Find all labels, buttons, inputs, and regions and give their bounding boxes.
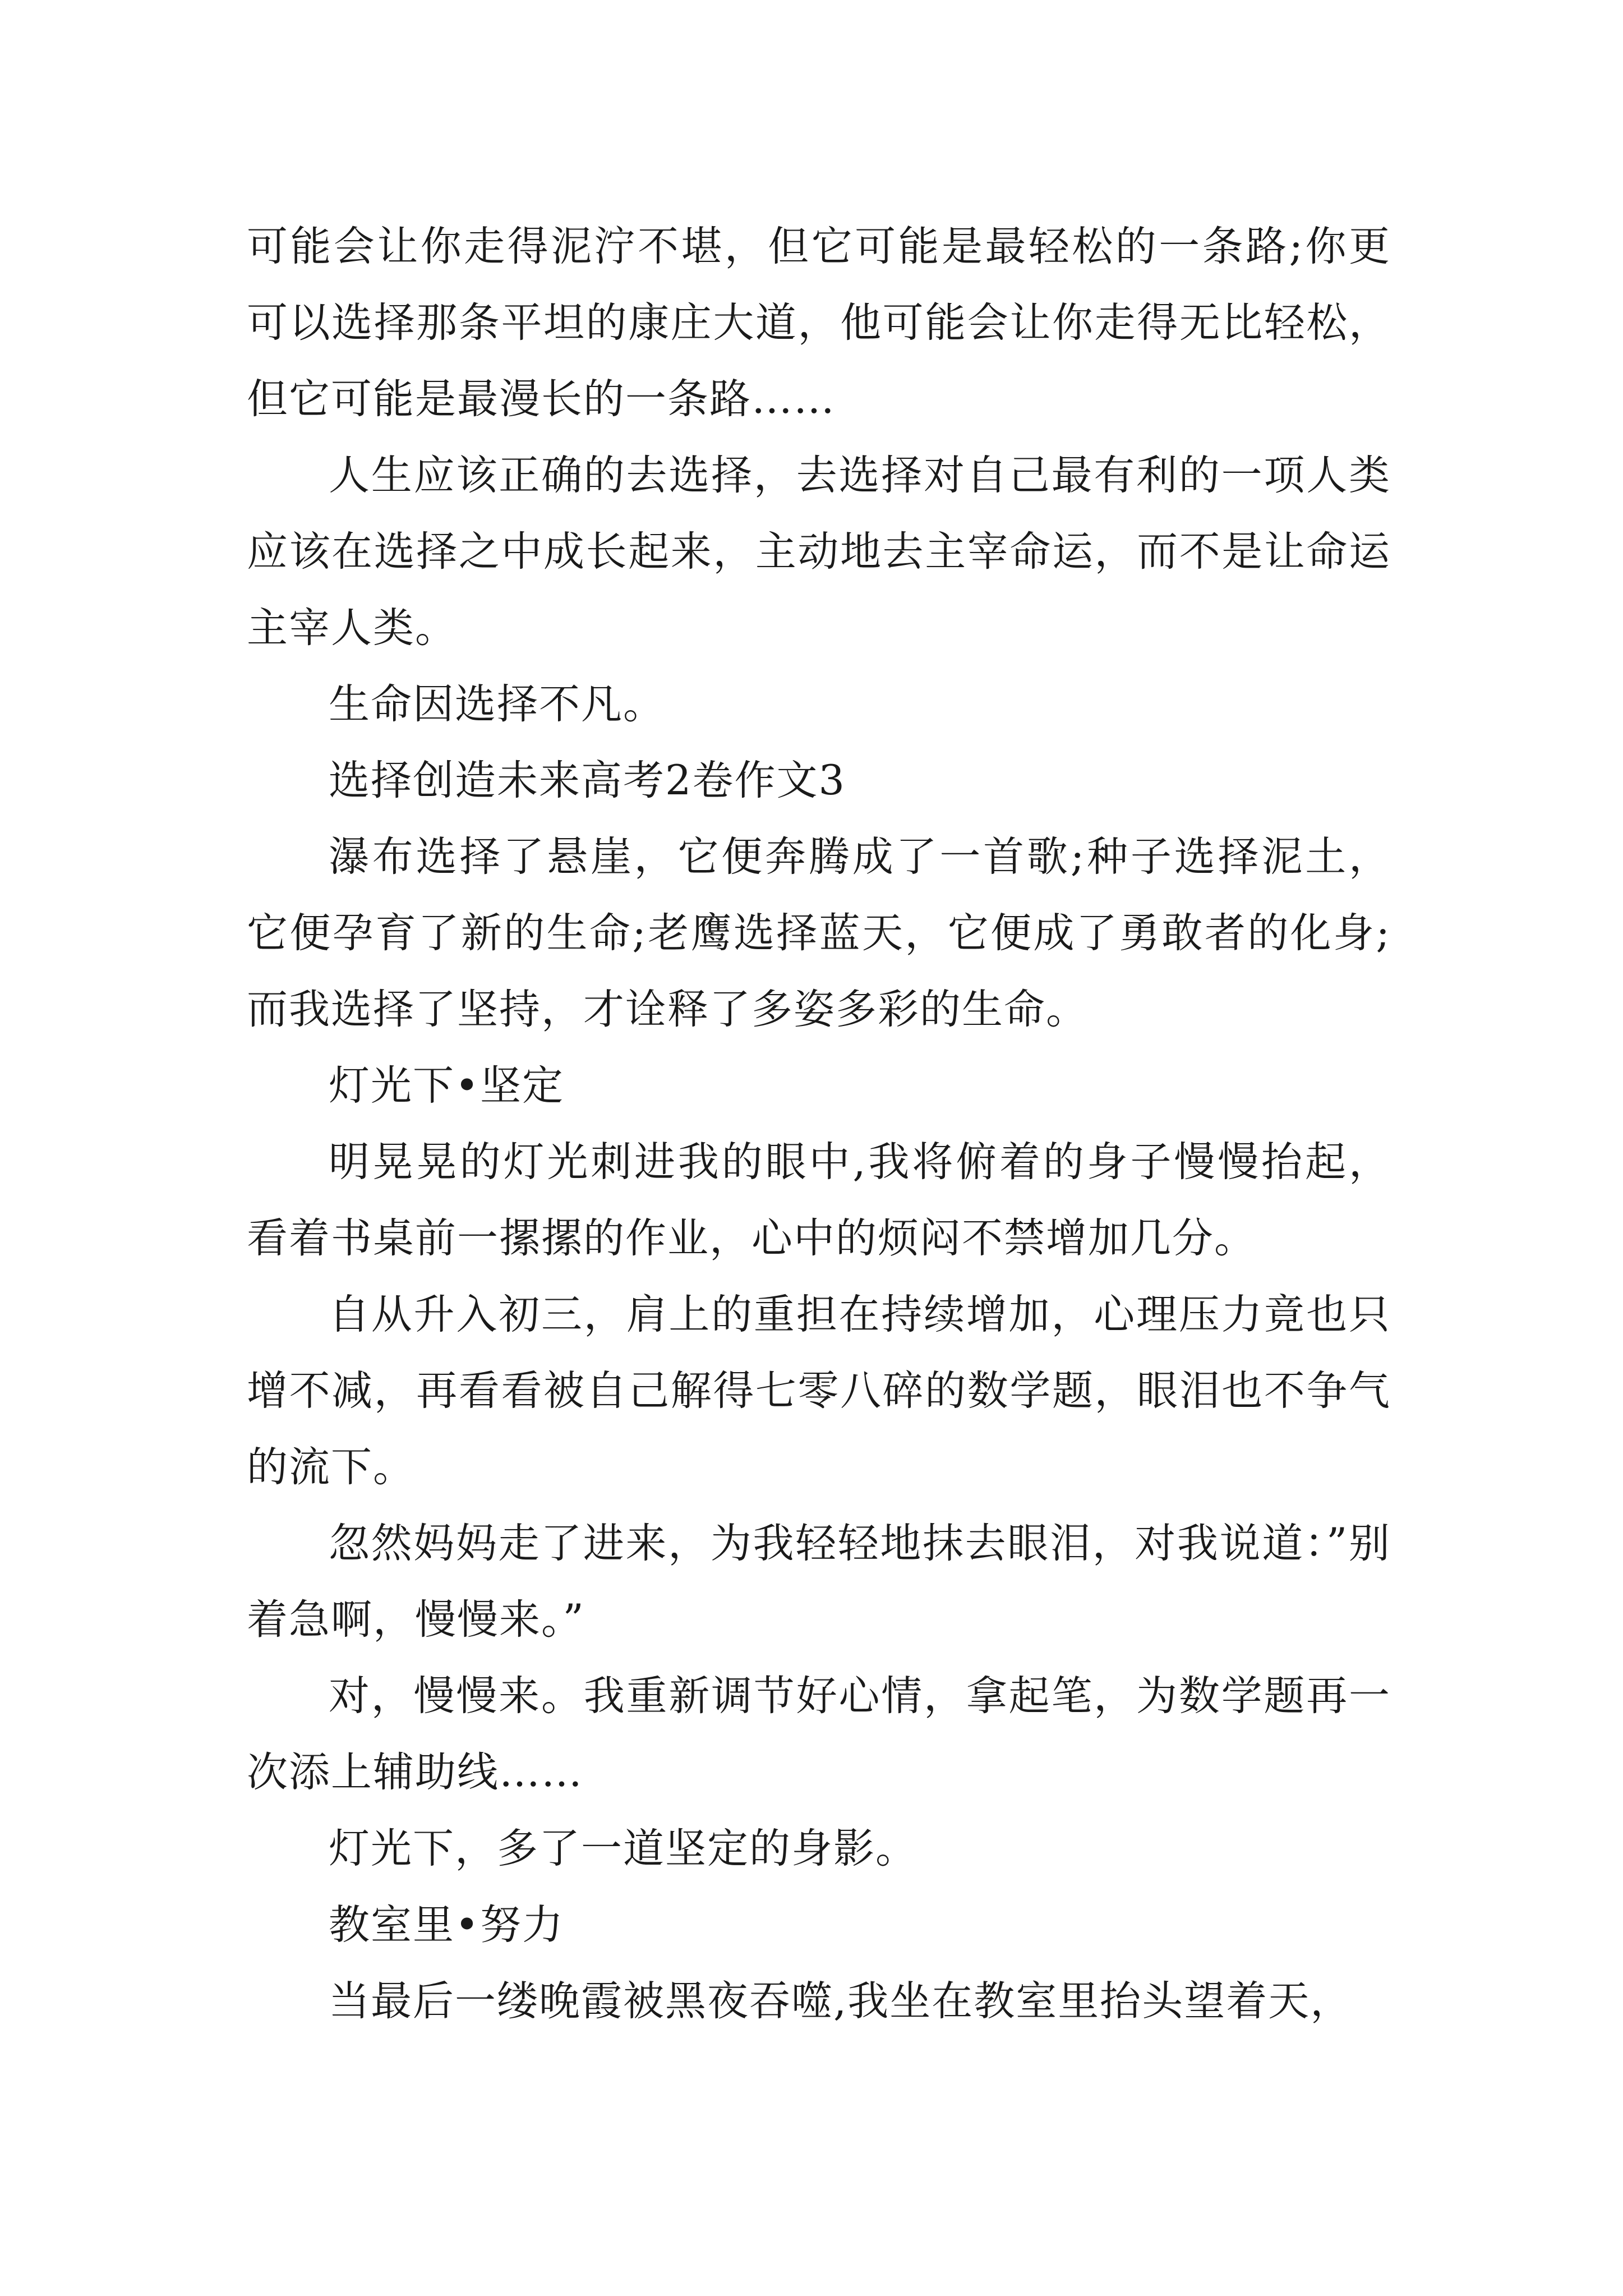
paragraph-7: 明晃晃的灯光刺进我的眼中,我将俯着的身子慢慢抬起，看着书桌前一摞摞的作业，心中的烦闷不禁增加几分。 <box>247 1138 1391 1262</box>
paragraph-10: 对，慢慢来。我重新调节好心情，拿起笔，为数学题再一次添上辅助线…… <box>247 1672 1391 1796</box>
section-heading: 选择创造未来高考2卷作文3 <box>329 757 846 804</box>
paragraph-9: 忽然妈妈走了进来，为我轻轻地抹去眼泪，对我说道：”别着急啊，慢慢来。” <box>247 1520 1391 1644</box>
subheading-classroom: 教室里•努力 <box>329 1901 565 1949</box>
paragraph-5: 瀑布选择了悬崖，它便奔腾成了一首歌;种子选择泥土，它便孕育了新的生命;老鹰选择蓝天，它便成了勇敢者的化身;而我选择了坚持，才诠释了多姿多彩的生命。 <box>247 833 1391 1033</box>
paragraph-3: 生命因选择不凡。 <box>329 680 665 728</box>
paragraph-8: 自从升入初三，肩上的重担在持续增加，心理压力竟也只增不减，再看看被自己解得七零八碎的数学题，眼泪也不争气的流下。 <box>247 1291 1391 1491</box>
paragraph-1: 可能会让你走得泥泞不堪，但它可能是最轻松的一条路;你更可以选择那条平坦的康庄大道，他可能会让你走得无比轻松，但它可能是最漫长的一条路…… <box>247 223 1391 423</box>
document-body <box>247 209 1391 2040</box>
paragraph-13: 当最后一缕晚霞被黑夜吞噬,我坐在教室里抬头望着天， <box>329 1977 1353 2025</box>
subheading-lamplight: 灯光下•坚定 <box>329 1062 565 1110</box>
paragraph-11: 灯光下，多了一道坚定的身影。 <box>329 1825 917 1872</box>
paragraph-2: 人生应该正确的去选择，去选择对自己最有利的一项人类应该在选择之中成长起来，主动地去主宰命运，而不是让命运主宰人类。 <box>247 452 1391 652</box>
